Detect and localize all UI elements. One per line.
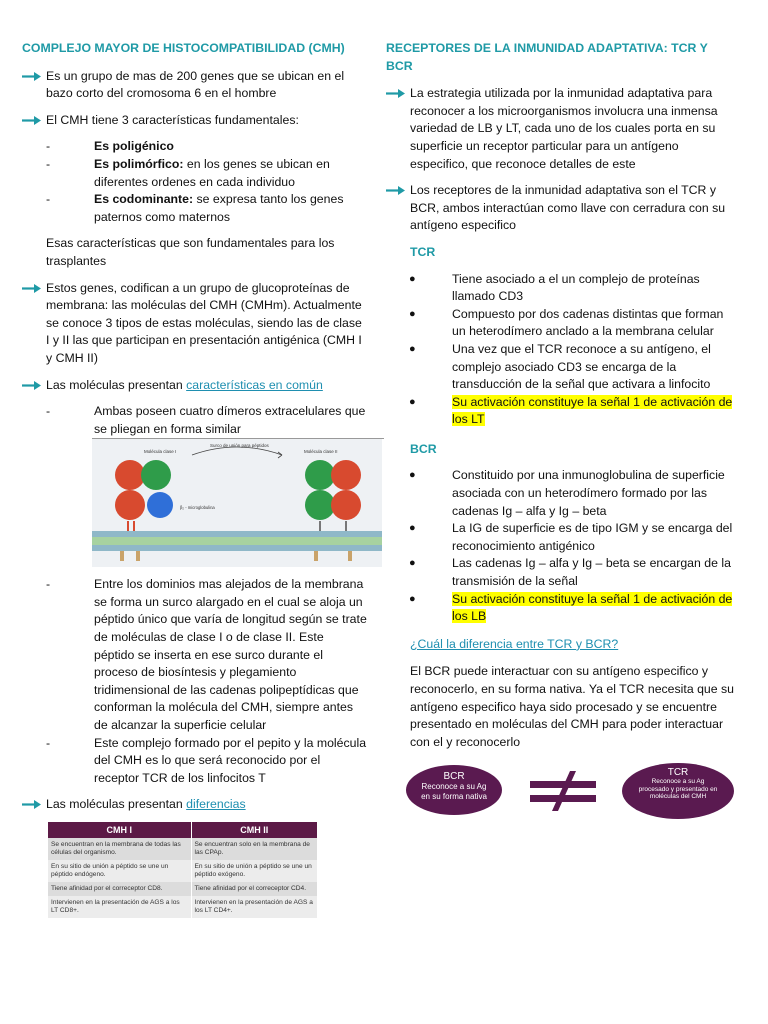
- common-list-continued: [22, 576, 367, 787]
- list-item-text: Compuesto por dos cadenas distintas que forman un heterodímero anclado a la membrana celular: [452, 306, 724, 339]
- list-item: [46, 156, 367, 191]
- comparison-graphic: [406, 763, 736, 819]
- feature-term: Es codominante:: [94, 192, 194, 207]
- table-cell: Tiene afinidad por el correceptor CD8.: [48, 882, 191, 896]
- common-features-link[interactable]: características en común: [186, 377, 323, 392]
- dash-marker: -: [46, 139, 51, 154]
- pill-text: Reconoce a su Ag procesado y presentado en moléculas del CMH: [638, 778, 718, 801]
- paragraph-text: Las moléculas presentan: [46, 797, 187, 812]
- bullet-marker: ●: [409, 557, 416, 570]
- arrow-icon: [22, 799, 42, 810]
- paragraph: [386, 85, 736, 173]
- bullet-marker: ●: [409, 522, 416, 535]
- list-item: [386, 591, 736, 626]
- list-item-text: Ambas poseen cuatro dímeros extracelulares que se pliegan en forma similar: [94, 404, 366, 436]
- feature-term: Es polimórfico:: [94, 156, 184, 171]
- list-item: [386, 306, 736, 341]
- figure-label: Molécula clase II: [304, 449, 338, 455]
- paragraph: [386, 182, 736, 235]
- arrow-icon: [22, 115, 42, 126]
- list-item: [386, 520, 736, 555]
- list-item: [46, 138, 367, 156]
- highlighted-text: Su activación constituye la señal 1 de activación de los LB: [452, 591, 733, 624]
- list-item: [386, 341, 736, 394]
- table-cell: Tiene afinidad por el correceptor CD4.: [191, 882, 318, 896]
- feature-term: Es poligénico: [94, 139, 174, 154]
- question-link[interactable]: ¿Cuál la diferencia entre TCR y BCR?: [410, 636, 619, 651]
- paragraph-text: Es un grupo de mas de 200 genes que se ubican en el bazo corto del cromosoma 6 en el hombre: [46, 68, 345, 101]
- pill-title: TCR: [667, 767, 689, 779]
- table-row: [48, 896, 318, 918]
- left-column: [22, 40, 367, 918]
- feature-desc: se expresa tanto los genes paternos como maternos: [94, 192, 344, 224]
- table-row: [48, 838, 318, 860]
- paragraph-text: Las moléculas presentan: [46, 377, 187, 392]
- bullet-marker: ●: [409, 307, 416, 320]
- paragraph-text: Estos genes, codifican a un grupo de glucoproteínas de membrana: las moléculas del CMH (CMHm). Actualmente se conoce 3 tipos de estas moléculas, siendo las de clase I y II las que participan en presentación antigénica (CMH I y CMH II): [46, 280, 362, 365]
- arrow-icon: [22, 71, 42, 82]
- highlighted-text: Su activación constituye la señal 1 de activación de los LT: [452, 394, 733, 427]
- common-list: [22, 403, 367, 438]
- paragraph-text: Esas características que son fundamentales para los trasplantes: [46, 236, 335, 268]
- bullet-marker: ●: [409, 272, 416, 285]
- figure-frame: [92, 438, 384, 567]
- bullet-marker: ●: [409, 469, 416, 482]
- alpha2-domain: [141, 460, 171, 490]
- beta2-domain: [305, 490, 335, 520]
- cmh-comparison-table: [48, 822, 318, 918]
- b2-microglobulin: [147, 492, 173, 518]
- dash-marker: -: [46, 156, 51, 171]
- answer-text: El BCR puede interactuar con su antígeno especifico y reconocerlo, en su forma nativa. Ya el TCR necesita que su antígeno especifico haya sido procesado y se encuentre presentado en moléculas del CMH para poder interactuar con el y reconocerlo: [410, 664, 734, 749]
- paragraph-text: La estrategia utilizada por la inmunidad adaptativa para reconocer a los microorganismos involucra una inmensa variedad de LB y LT, cada uno de los cuales porta en su superficie un receptor particular para un antígeno especifico, que reconoce detalles de este: [410, 86, 718, 171]
- question-paragraph: [386, 636, 736, 654]
- differences-link[interactable]: diferencias: [186, 797, 246, 812]
- section-heading-receptors: RECEPTORES DE LA INMUNIDAD ADAPTATIVA: TCR Y BCR: [386, 41, 708, 73]
- list-item-text: Tiene asociado a el un complejo de proteínas llamado CD3: [452, 271, 700, 304]
- table-cell: En su sitio de unión a péptido se une un péptido exógeno.: [191, 860, 318, 882]
- list-item: [46, 191, 367, 226]
- paragraph: [22, 377, 367, 395]
- alpha1-domain: [115, 460, 145, 490]
- dash-marker: -: [46, 735, 51, 750]
- table-cell: Se encuentran solo en la membrana de las CPAp.: [191, 838, 318, 860]
- figure-label: Molécula clase I: [144, 449, 177, 455]
- feature-desc: en los genes se ubican en diferentes ordenes en cada individuo: [94, 156, 330, 189]
- column-header: CMH II: [191, 822, 318, 838]
- paragraph: [22, 280, 367, 368]
- table-cell: Intervienen en la presentación de AGS a los LT CD8+.: [48, 896, 191, 918]
- paragraph-text: El CMH tiene 3 características fundamentales:: [46, 112, 299, 127]
- list-item-text: Entre los dominios mas alejados de la membrana se forma un surco alargado en el cual se aloja un péptido único que varía de longitud según se trate de moléculas de clase I o de clase II. Este péptido se inserta en ese surco durante el proceso de biosíntesis y plegamiento tridimensional de las cadenas polipeptídicas que conforman la molécula del CMH, siempre antes de alcanzar la superficie celular: [94, 577, 367, 733]
- bullet-marker: ●: [409, 395, 416, 408]
- alpha1-ii-domain: [331, 460, 361, 490]
- table-row: [48, 860, 318, 882]
- pill-title: BCR: [443, 771, 465, 783]
- bcr-list: [386, 467, 736, 625]
- paragraph: [22, 112, 367, 130]
- table-cell: Se encuentran en la membrana de todas las células del organismo.: [48, 838, 191, 860]
- tcr-heading: TCR: [410, 244, 436, 259]
- bcr-pill: [406, 765, 502, 815]
- list-item: [386, 555, 736, 590]
- right-column: [386, 40, 736, 819]
- paragraph-text: Los receptores de la inmunidad adaptativa son el TCR y BCR, ambos interactúan como llave con cerradura con su antígeno especifico: [410, 183, 726, 233]
- dash-marker: -: [46, 577, 51, 592]
- pill-text: Reconoce a su Ag en su forma nativa: [421, 782, 487, 801]
- arrow-icon: [22, 380, 42, 391]
- bullet-marker: ●: [409, 342, 416, 355]
- list-item: [46, 735, 367, 788]
- tcr-list: [386, 271, 736, 429]
- alpha3-domain: [115, 490, 145, 520]
- mhc-molecules-figure: [92, 439, 382, 567]
- table-row: [48, 882, 318, 896]
- arrow-icon: [386, 88, 406, 99]
- paragraph: [22, 68, 367, 103]
- dash-marker: -: [46, 192, 51, 207]
- table-cell: Intervienen en la presentación de AGS a los LT CD4+.: [191, 896, 318, 918]
- mhc-diagram: [92, 439, 382, 567]
- paragraph: [22, 796, 367, 814]
- list-item-text: Una vez que el TCR reconoce a su antígeno, el complejo asociado CD3 se encarga de la transducción de la señal que activara a linfocito: [452, 341, 711, 392]
- figure-label: Surco de unión para péptidos: [210, 443, 269, 449]
- list-item: [46, 403, 367, 438]
- list-item-text: Las cadenas Ig – alfa y Ig – beta se encargan de la transmisión de la señal: [452, 556, 731, 589]
- section-heading-cmh: COMPLEJO MAYOR DE HISTOCOMPATIBILIDAD (CMH): [22, 41, 345, 55]
- list-item: [386, 467, 736, 520]
- not-equal-icon: [530, 771, 596, 811]
- list-item: [46, 576, 367, 734]
- table-cell: En su sitio de unión a péptido se une un péptido endógeno.: [48, 860, 191, 882]
- arrow-icon: [386, 185, 406, 196]
- list-item-text: Este complejo formado por el pepito y la molécula del CMH es lo que será reconocido por el receptor TCR de los linfocitos T: [94, 735, 367, 785]
- tcr-pill: [622, 763, 734, 819]
- column-header: CMH I: [48, 822, 191, 838]
- bullet-marker: ●: [409, 592, 416, 605]
- list-item: [386, 271, 736, 306]
- features-list: [22, 138, 367, 226]
- arrow-icon: [22, 283, 42, 294]
- dash-marker: -: [46, 404, 51, 419]
- list-item-text: Constituido por una inmunoglobulina de superficie asociada con un heterodímero formado por las cadenas Ig – alfa y Ig – beta: [452, 468, 725, 518]
- table-header-row: [48, 822, 318, 838]
- figure-label: β₂ - microglobulina: [180, 505, 215, 511]
- alpha2-ii-domain: [331, 490, 361, 520]
- beta1-domain: [305, 460, 335, 490]
- list-item: [386, 394, 736, 429]
- bcr-heading: BCR: [410, 441, 437, 456]
- list-item-text: La IG de superficie es de tipo IGM y se encarga del reconocimiento antigénico: [452, 521, 733, 553]
